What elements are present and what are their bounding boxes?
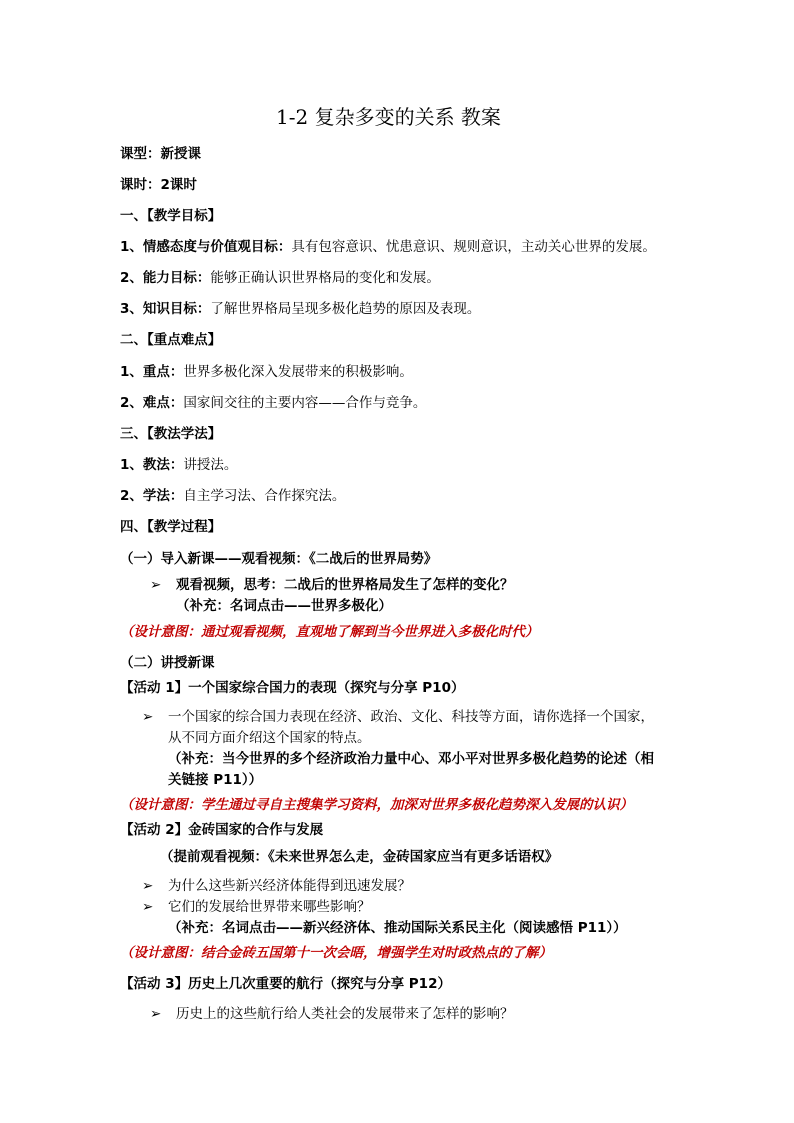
learning-method: [120, 487, 345, 505]
key-point: [120, 363, 413, 381]
key-point-label: 1、重点：: [120, 364, 184, 380]
intro-heading: （一）导入新课——观看视频：《二战后的世界局势》: [120, 551, 438, 567]
activity-2-supplement: （补充：名词点击——新兴经济体、推动国际关系民主化（阅读感悟 P11））: [168, 920, 627, 936]
activity-3-heading: 【活动 3】历史上几次重要的航行（探究与分享 P12）: [120, 976, 451, 992]
activity-2-question-1-text: 为什么这些新兴经济体能得到迅速发展？: [168, 878, 411, 894]
intro-question-text: 观看视频，思考：二战后的世界格局发生了怎样的变化？: [176, 577, 514, 593]
difficult-point-label: 2、难点：: [120, 395, 184, 411]
arrow-bullet-icon: ➢: [142, 899, 154, 915]
intro-supplement: （补充：名词点击——世界多极化）: [176, 598, 392, 614]
goal-knowledge: [120, 300, 480, 318]
arrow-bullet-icon: ➢: [150, 1006, 162, 1022]
activity-1-heading: 【活动 1】一个国家综合国力的表现（探究与分享 P10）: [120, 680, 465, 696]
activity-2-design-intent: （设计意图：结合金砖五国第十一次会晤，增强学生对时政热点的了解）: [120, 945, 552, 961]
learning-method-label: 2、学法：: [120, 488, 184, 504]
teaching-method: [120, 456, 237, 474]
section-heading-goals: 一、【教学目标】: [120, 208, 222, 224]
arrow-bullet-icon: ➢: [150, 577, 162, 593]
learning-method-text: 自主学习法、合作探究法。: [183, 488, 346, 504]
document-title: 1-2 复杂多变的关系 教案: [276, 105, 501, 129]
key-point-text: 世界多极化深入发展带来的积极影响。: [183, 364, 413, 380]
section-heading-key-points: 二、【重点难点】: [120, 332, 222, 348]
goal-ability: [120, 269, 440, 287]
activity-1-supplement-cont: 关链接 P11））: [168, 772, 263, 788]
goal-knowledge-label: 3、知识目标：: [120, 301, 211, 317]
activity-2-video: （提前观看视频：《未来世界怎么走，金砖国家应当有更多话语权》: [160, 849, 559, 865]
intro-question: [150, 576, 514, 594]
activity-2-question-2: [142, 898, 371, 916]
activity-1-supplement: （补充：当今世界的多个经济政治力量中心、邓小平对世界多极化趋势的论述（相: [168, 751, 654, 767]
activity-3-question: [150, 1005, 514, 1023]
arrow-bullet-icon: ➢: [142, 878, 154, 894]
activity-2-heading: 【活动 2】金砖国家的合作与发展: [120, 822, 324, 838]
difficult-point-text: 国家间交往的主要内容——合作与竞争。: [183, 395, 427, 411]
teaching-method-label: 1、教法：: [120, 457, 184, 473]
teaching-method-text: 讲授法。: [183, 457, 238, 473]
goal-emotion-label: 1、情感态度与价值观目标：: [120, 239, 292, 255]
section-heading-process: 四、【教学过程】: [120, 519, 222, 535]
activity-1-question-text: 一个国家的综合国力表现在经济、政治、文化、科技等方面，请你选择一个国家，: [168, 709, 654, 725]
difficult-point: [120, 394, 426, 412]
section-heading-methods: 三、【教法学法】: [120, 426, 222, 442]
goal-knowledge-text: 了解世界格局呈现多极化趋势的原因及表现。: [210, 301, 481, 317]
activity-1-design-intent: （设计意图：学生通过寻自主搜集学习资料，加深对世界多极化趋势深入发展的认识）: [120, 797, 633, 813]
activity-3-question-text: 历史上的这些航行给人类社会的发展带来了怎样的影响？: [176, 1006, 514, 1022]
activity-1-question-cont: 从不同方面介绍这个国家的特点。: [168, 730, 371, 746]
lesson-type: 课型：新授课: [120, 146, 201, 162]
activity-2-question-2-text: 它们的发展给世界带来哪些影响？: [168, 899, 371, 915]
goal-emotion: [120, 238, 656, 256]
arrow-bullet-icon: ➢: [142, 709, 154, 725]
activity-1-question: [142, 708, 654, 726]
activity-2-question-1: [142, 877, 411, 895]
lesson-hours: 课时：2课时: [120, 177, 197, 193]
intro-design-intent: （设计意图：通过观看视频，直观地了解到当今世界进入多极化时代）: [120, 624, 539, 640]
goal-ability-text: 能够正确认识世界格局的变化和发展。: [210, 270, 440, 286]
goal-ability-label: 2、能力目标：: [120, 270, 211, 286]
goal-emotion-text: 具有包容意识、忧患意识、规则意识，主动关心世界的发展。: [291, 239, 656, 255]
new-lesson-heading: （二）讲授新课: [120, 655, 215, 671]
